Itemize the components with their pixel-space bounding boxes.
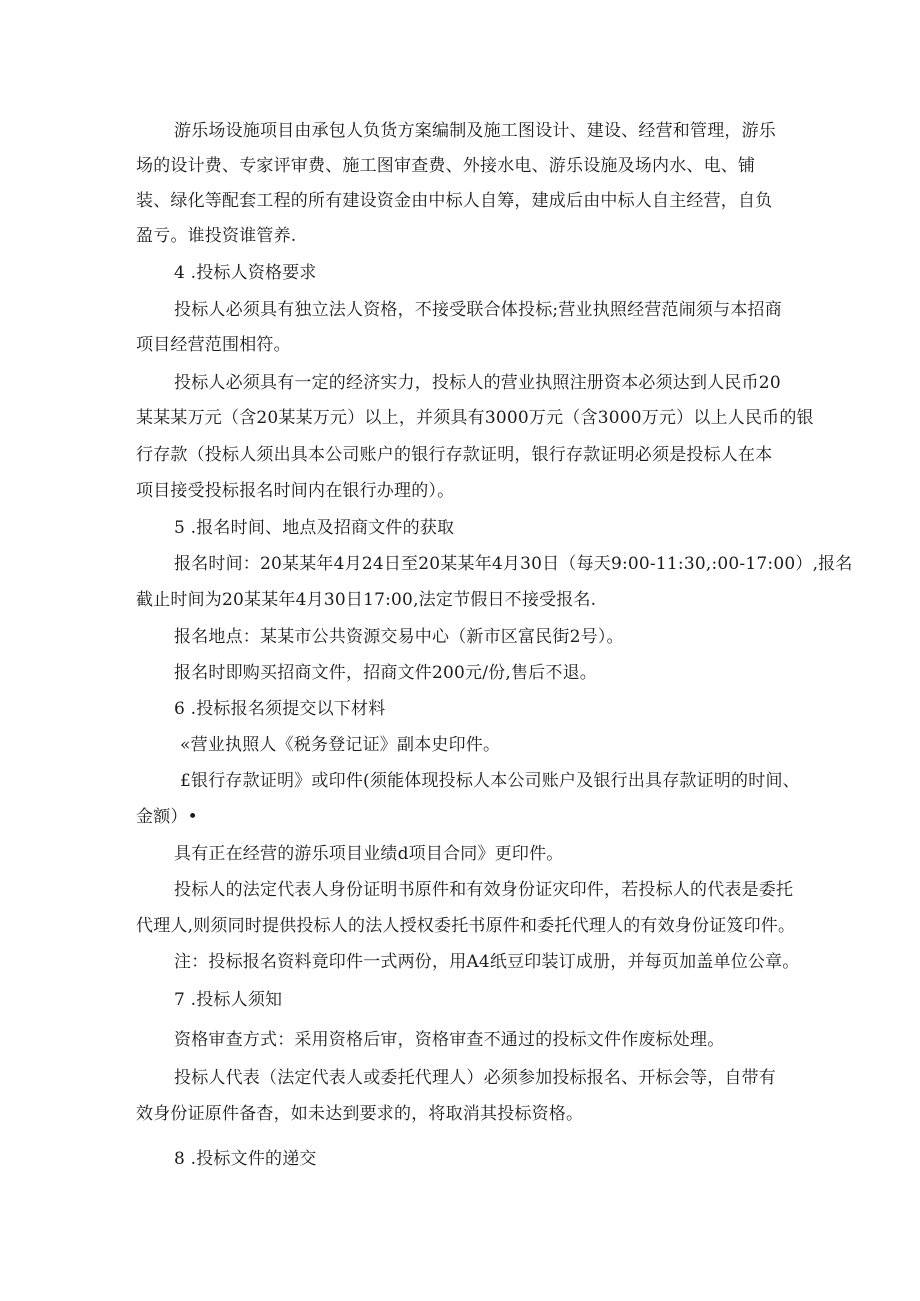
body-line: 报名地点：某某市公共资源交易中心（新市区富民街2号）。: [174, 627, 624, 647]
body-line: 盈亏。谁投资谁管养.: [136, 226, 297, 246]
body-line: 报名时间：20某某年4月24日至20某某年4月30日（每天9:00-11:30,:00-17:00）,报名: [174, 554, 853, 574]
body-line: 项目经营范围相符。: [136, 335, 291, 355]
body-line: 截止时间为20某某年4月30日17:00,法定节假日不接受报名.: [136, 590, 597, 610]
body-line: 投标人代表（法定代表人或委托代理人）必须参加投标报名、开标会等，自带有: [174, 1068, 776, 1088]
body-line: 场的设计费、专家评审费、施工图审查费、外接水电、游乐设施及场内水、电、铺: [136, 156, 756, 176]
body-line: 某某某万元（含20某某万元）以上，并须具有3000万元（含3000万元）以上人民币的银: [136, 408, 814, 428]
body-line: 项目接受投标报名时间内在银行办理的）。: [136, 481, 455, 501]
body-line: 装、绿化等配套工程的所有建设资金由中标人自筹，建成后由中标人自主经营，自负: [136, 191, 773, 211]
section-heading: 8 .投标文件的递交: [174, 1149, 317, 1169]
body-line: 投标人必须具有一定的经济实力，投标人的营业执照注册资本必须达到人民币20: [174, 373, 781, 393]
body-line: 报名时即购买招商文件，招商文件200元/份,售后不退。: [174, 663, 597, 683]
body-line: 金额）•: [136, 807, 198, 827]
body-line: £银行存款证明》或印件(须能体现投标人本公司账户及银行出具存款证明的时间、: [180, 771, 800, 791]
body-line: 投标人必须具有独立法人资格，不接受联合体投标;营业执照经营范闹须与本招商: [174, 300, 782, 320]
body-line: «营业执照人《税务登记证》副本史印件。: [180, 735, 501, 755]
body-line: 代理人,则须同时提供投标人的法人授权委托书原件和委托代理人的有效身份证笈印件。: [136, 916, 796, 936]
body-line: 资格审查方式：采用资格后审，资格审查不通过的投标文件作废标处理。: [174, 1030, 725, 1050]
body-line: 投标人的法定代表人身份证明书原件和有效身份证灾印件，若投标人的代表是委托: [174, 880, 794, 900]
body-line: 效身份证原件备杳，如未达到要求的，将取消其投标资格。: [136, 1104, 584, 1124]
section-heading: 5 .报名时间、地点及招商文件的获取: [174, 518, 455, 538]
section-heading: 7 .投标人须知: [174, 990, 283, 1010]
body-line: 行存款（投标人须出具本公司账户的银行存款证明，银行存款证明必须是投标人在本: [136, 445, 773, 465]
section-heading: 6 .投标报名须提交以下材料: [174, 699, 386, 719]
body-line: 具有正在经营的游乐项目业绩d项目合同》更印件。: [174, 844, 564, 864]
body-line: 游乐场设施项目由承包人负货方案编制及施工图设计、建设、经营和管理，游乐: [174, 121, 776, 141]
body-line: 注：投标报名资料竟印件一式两份，用A4纸豆印装订成册，并每页加盖单位公章。: [174, 952, 800, 972]
section-heading: 4 .投标人资格要求: [174, 263, 317, 283]
